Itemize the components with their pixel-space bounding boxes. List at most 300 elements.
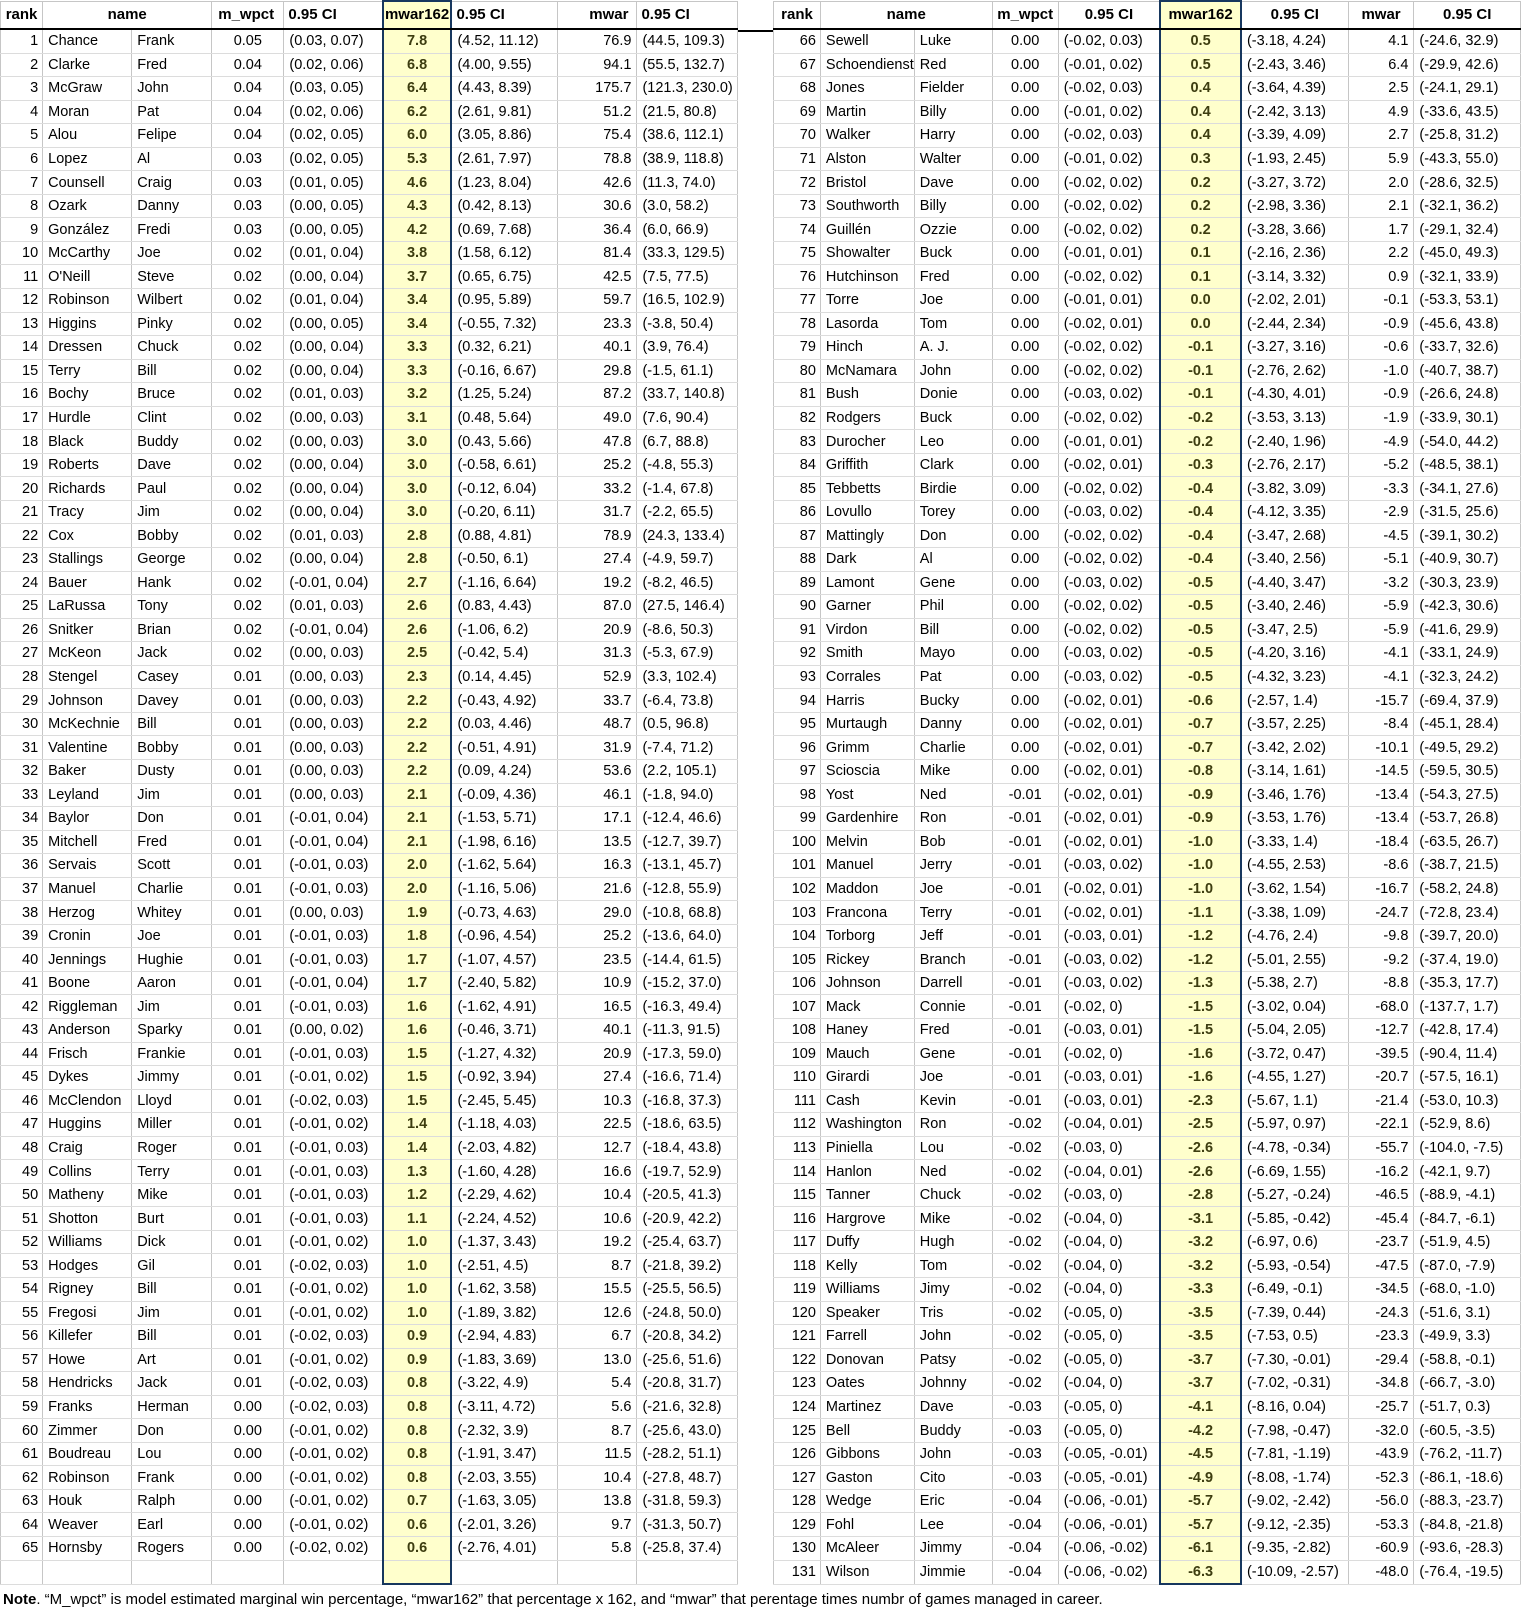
- last-name-cell[interactable]: Harris: [820, 689, 914, 713]
- mwar162-ci-cell[interactable]: (0.03, 4.46): [451, 712, 557, 736]
- m-wpct-cell[interactable]: -0.02: [992, 1160, 1058, 1184]
- rank-cell[interactable]: 116: [774, 1207, 821, 1231]
- mwar162-ci-cell[interactable]: (-9.02, -2.42): [1241, 1489, 1348, 1513]
- mwar-ci-cell[interactable]: (-35.3, 17.7): [1414, 971, 1521, 995]
- mwar162-cell[interactable]: -2.6: [1160, 1160, 1241, 1184]
- mwar162-ci-cell[interactable]: (-4.55, 2.53): [1241, 854, 1348, 878]
- mwar-cell[interactable]: -16.2: [1348, 1160, 1414, 1184]
- mwar162-ci-cell[interactable]: (-4.32, 3.23): [1241, 665, 1348, 689]
- m-wpct-ci-cell[interactable]: (-0.05, 0): [1058, 1419, 1160, 1443]
- rank-cell[interactable]: 37: [1, 877, 43, 901]
- first-name-cell[interactable]: Bruce: [132, 383, 212, 407]
- mwar162-cell[interactable]: 0.4: [1160, 124, 1241, 148]
- mwar162-cell[interactable]: -5.7: [1160, 1489, 1241, 1513]
- m-wpct-cell[interactable]: 0.04: [212, 77, 284, 101]
- m-wpct-ci-cell[interactable]: (-0.01, 0.02): [284, 1301, 383, 1325]
- mwar-cell[interactable]: 2.5: [1348, 77, 1414, 101]
- mwar162-cell[interactable]: -1.0: [1160, 877, 1241, 901]
- m-wpct-ci-cell[interactable]: (-0.02, 0.03): [1058, 29, 1160, 53]
- mwar-cell[interactable]: -20.7: [1348, 1066, 1414, 1090]
- mwar162-ci-cell[interactable]: (-0.50, 6.1): [451, 548, 557, 572]
- mwar-ci-cell[interactable]: (-69.4, 37.9): [1414, 689, 1521, 713]
- first-name-cell[interactable]: Dusty: [132, 759, 212, 783]
- mwar-ci-cell[interactable]: (-31.8, 59.3): [637, 1489, 738, 1513]
- m-wpct-ci-cell[interactable]: (-0.02, 0.02): [1058, 171, 1160, 195]
- m-wpct-cell[interactable]: 0.00: [992, 430, 1058, 454]
- first-name-cell[interactable]: Joe: [132, 241, 212, 265]
- rank-cell[interactable]: 36: [1, 854, 43, 878]
- mwar162-ci-cell[interactable]: (-1.89, 3.82): [451, 1301, 557, 1325]
- m-wpct-ci-cell[interactable]: (0.00, 0.04): [284, 477, 383, 501]
- mwar162-ci-cell[interactable]: (-3.57, 2.25): [1241, 712, 1348, 736]
- rank-cell[interactable]: 68: [774, 77, 821, 101]
- m-wpct-cell[interactable]: -0.01: [992, 877, 1058, 901]
- m-wpct-ci-cell[interactable]: (0.00, 0.03): [284, 901, 383, 925]
- last-name-cell[interactable]: Craig: [43, 1136, 132, 1160]
- m-wpct-cell[interactable]: 0.04: [212, 53, 284, 77]
- col-header-ci-1[interactable]: 0.95 CI: [1058, 1, 1160, 29]
- mwar162-ci-cell[interactable]: (-3.53, 1.76): [1241, 807, 1348, 831]
- mwar-ci-cell[interactable]: (-39.1, 30.2): [1414, 524, 1521, 548]
- m-wpct-ci-cell[interactable]: (0.01, 0.05): [284, 171, 383, 195]
- last-name-cell[interactable]: Boudreau: [43, 1442, 132, 1466]
- last-name-cell[interactable]: Sewell: [820, 29, 914, 53]
- m-wpct-ci-cell[interactable]: (-0.02, 0.01): [1058, 901, 1160, 925]
- mwar162-cell[interactable]: 1.5: [383, 1066, 452, 1090]
- m-wpct-cell[interactable]: 0.00: [992, 100, 1058, 124]
- last-name-cell[interactable]: McAleer: [820, 1537, 914, 1561]
- last-name-cell[interactable]: Zimmer: [43, 1419, 132, 1443]
- last-name-cell[interactable]: Baker: [43, 759, 132, 783]
- mwar162-cell[interactable]: 0.8: [383, 1466, 452, 1490]
- mwar162-cell[interactable]: -0.5: [1160, 618, 1241, 642]
- first-name-cell[interactable]: Bobby: [132, 736, 212, 760]
- mwar-ci-cell[interactable]: (-49.9, 3.3): [1414, 1325, 1521, 1349]
- mwar-cell[interactable]: 4.1: [1348, 29, 1414, 53]
- m-wpct-ci-cell[interactable]: (-0.04, 0): [1058, 1277, 1160, 1301]
- last-name-cell[interactable]: Griffith: [820, 453, 914, 477]
- m-wpct-ci-cell[interactable]: (-0.01, 0.02): [284, 1277, 383, 1301]
- last-name-cell[interactable]: Martinez: [820, 1395, 914, 1419]
- mwar162-cell[interactable]: 2.2: [383, 759, 452, 783]
- m-wpct-ci-cell[interactable]: (-0.02, 0.03): [1058, 77, 1160, 101]
- first-name-cell[interactable]: Lou: [132, 1442, 212, 1466]
- last-name-cell[interactable]: Farrell: [820, 1325, 914, 1349]
- rank-cell[interactable]: 124: [774, 1395, 821, 1419]
- mwar-ci-cell[interactable]: (-58.2, 24.8): [1414, 877, 1521, 901]
- mwar-cell[interactable]: 30.6: [558, 194, 637, 218]
- m-wpct-ci-cell[interactable]: (0.01, 0.04): [284, 289, 383, 313]
- first-name-cell[interactable]: Buck: [914, 241, 992, 265]
- first-name-cell[interactable]: Art: [132, 1348, 212, 1372]
- mwar162-ci-cell[interactable]: (-7.30, -0.01): [1241, 1348, 1348, 1372]
- mwar162-ci-cell[interactable]: (-2.45, 5.45): [451, 1089, 557, 1113]
- rank-cell[interactable]: 93: [774, 665, 821, 689]
- m-wpct-cell[interactable]: 0.05: [212, 29, 284, 53]
- rank-cell[interactable]: 31: [1, 736, 43, 760]
- mwar-cell[interactable]: 40.1: [558, 336, 637, 360]
- mwar-cell[interactable]: 75.4: [558, 124, 637, 148]
- mwar-ci-cell[interactable]: (-4.9, 59.7): [637, 548, 738, 572]
- m-wpct-ci-cell[interactable]: (-0.05, -0.01): [1058, 1442, 1160, 1466]
- mwar-ci-cell[interactable]: (-16.6, 71.4): [637, 1066, 738, 1090]
- m-wpct-ci-cell[interactable]: (-0.02, 0.02): [1058, 524, 1160, 548]
- rank-cell[interactable]: 54: [1, 1277, 43, 1301]
- mwar162-ci-cell[interactable]: (-1.53, 5.71): [451, 807, 557, 831]
- last-name-cell[interactable]: Hodges: [43, 1254, 132, 1278]
- m-wpct-cell[interactable]: 0.00: [212, 1537, 284, 1561]
- m-wpct-ci-cell[interactable]: (-0.04, 0): [1058, 1207, 1160, 1231]
- mwar162-ci-cell[interactable]: (-4.76, 2.4): [1241, 924, 1348, 948]
- m-wpct-ci-cell[interactable]: (0.00, 0.03): [284, 759, 383, 783]
- m-wpct-ci-cell[interactable]: (-0.01, 0.02): [284, 1066, 383, 1090]
- mwar162-cell[interactable]: -0.4: [1160, 548, 1241, 572]
- rank-cell[interactable]: 50: [1, 1183, 43, 1207]
- mwar-cell[interactable]: 20.9: [558, 1042, 637, 1066]
- mwar162-cell[interactable]: -0.4: [1160, 500, 1241, 524]
- last-name-cell[interactable]: Speaker: [820, 1301, 914, 1325]
- mwar162-ci-cell[interactable]: (-5.04, 2.05): [1241, 1018, 1348, 1042]
- mwar-ci-cell[interactable]: (6.7, 88.8): [637, 430, 738, 454]
- mwar-ci-cell[interactable]: (-24.8, 50.0): [637, 1301, 738, 1325]
- mwar-cell[interactable]: 27.4: [558, 548, 637, 572]
- mwar162-ci-cell[interactable]: (-2.98, 3.36): [1241, 194, 1348, 218]
- first-name-cell[interactable]: Jim: [132, 995, 212, 1019]
- mwar-ci-cell[interactable]: (2.2, 105.1): [637, 759, 738, 783]
- m-wpct-cell[interactable]: 0.00: [212, 1466, 284, 1490]
- last-name-cell[interactable]: Lasorda: [820, 312, 914, 336]
- last-name-cell[interactable]: Mattingly: [820, 524, 914, 548]
- mwar-cell[interactable]: -0.9: [1348, 383, 1414, 407]
- m-wpct-cell[interactable]: 0.00: [992, 29, 1058, 53]
- rank-cell[interactable]: 56: [1, 1325, 43, 1349]
- last-name-cell[interactable]: McKeon: [43, 642, 132, 666]
- mwar-ci-cell[interactable]: (-13.1, 45.7): [637, 854, 738, 878]
- m-wpct-ci-cell[interactable]: (-0.01, 0.03): [284, 1136, 383, 1160]
- mwar-ci-cell[interactable]: (-33.1, 24.9): [1414, 642, 1521, 666]
- mwar-ci-cell[interactable]: (-4.8, 55.3): [637, 453, 738, 477]
- mwar-cell[interactable]: -34.5: [1348, 1277, 1414, 1301]
- first-name-cell[interactable]: Danny: [132, 194, 212, 218]
- first-name-cell[interactable]: Felipe: [132, 124, 212, 148]
- mwar-cell[interactable]: 2.1: [1348, 194, 1414, 218]
- mwar-ci-cell[interactable]: (-59.5, 30.5): [1414, 759, 1521, 783]
- last-name-cell[interactable]: Hanlon: [820, 1160, 914, 1184]
- last-name-cell[interactable]: Alston: [820, 147, 914, 171]
- mwar162-ci-cell[interactable]: (0.09, 4.24): [451, 759, 557, 783]
- mwar-ci-cell[interactable]: (-19.7, 52.9): [637, 1160, 738, 1184]
- rank-cell[interactable]: 75: [774, 241, 821, 265]
- mwar162-ci-cell[interactable]: (0.48, 5.64): [451, 406, 557, 430]
- mwar162-cell[interactable]: 1.2: [383, 1183, 452, 1207]
- rank-cell[interactable]: 28: [1, 665, 43, 689]
- m-wpct-cell[interactable]: 0.00: [992, 453, 1058, 477]
- rank-cell[interactable]: 14: [1, 336, 43, 360]
- first-name-cell[interactable]: Joe: [914, 877, 992, 901]
- mwar-ci-cell[interactable]: (-16.8, 37.3): [637, 1089, 738, 1113]
- mwar162-ci-cell[interactable]: (4.43, 8.39): [451, 77, 557, 101]
- first-name-cell[interactable]: Al: [914, 548, 992, 572]
- last-name-cell[interactable]: Bush: [820, 383, 914, 407]
- last-name-cell[interactable]: Moran: [43, 100, 132, 124]
- m-wpct-cell[interactable]: 0.00: [992, 524, 1058, 548]
- first-name-cell[interactable]: Tris: [914, 1301, 992, 1325]
- rank-cell[interactable]: 62: [1, 1466, 43, 1490]
- mwar-ci-cell[interactable]: (-43.3, 55.0): [1414, 147, 1521, 171]
- mwar-cell[interactable]: -8.6: [1348, 854, 1414, 878]
- rank-cell[interactable]: 96: [774, 736, 821, 760]
- mwar162-ci-cell[interactable]: (-2.03, 4.82): [451, 1136, 557, 1160]
- m-wpct-ci-cell[interactable]: (-0.01, 0.02): [284, 1466, 383, 1490]
- mwar162-cell[interactable]: -4.2: [1160, 1419, 1241, 1443]
- m-wpct-cell[interactable]: -0.01: [992, 1089, 1058, 1113]
- mwar-cell[interactable]: 19.2: [558, 571, 637, 595]
- mwar162-ci-cell[interactable]: (-3.72, 0.47): [1241, 1042, 1348, 1066]
- mwar-ci-cell[interactable]: (-3.8, 50.4): [637, 312, 738, 336]
- mwar162-cell[interactable]: -4.9: [1160, 1466, 1241, 1490]
- mwar-ci-cell[interactable]: (-25.5, 56.5): [637, 1277, 738, 1301]
- m-wpct-cell[interactable]: -0.02: [992, 1113, 1058, 1137]
- mwar162-ci-cell[interactable]: (-3.82, 3.09): [1241, 477, 1348, 501]
- mwar-ci-cell[interactable]: (-58.8, -0.1): [1414, 1348, 1521, 1372]
- first-name-cell[interactable]: Bill: [914, 618, 992, 642]
- col-header-mwar162[interactable]: mwar162: [1160, 1, 1241, 29]
- col-header-name[interactable]: name: [43, 1, 212, 29]
- mwar162-ci-cell[interactable]: (-0.42, 5.4): [451, 642, 557, 666]
- m-wpct-cell[interactable]: 0.01: [212, 1066, 284, 1090]
- mwar162-cell[interactable]: -0.2: [1160, 430, 1241, 454]
- m-wpct-cell[interactable]: -0.02: [992, 1348, 1058, 1372]
- m-wpct-ci-cell[interactable]: (-0.02, 0.02): [1058, 336, 1160, 360]
- rank-cell[interactable]: [1, 1560, 43, 1584]
- mwar162-ci-cell[interactable]: (-10.09, -2.57): [1241, 1560, 1348, 1584]
- first-name-cell[interactable]: Mike: [914, 1207, 992, 1231]
- m-wpct-ci-cell[interactable]: (0.00, 0.03): [284, 783, 383, 807]
- rank-cell[interactable]: 34: [1, 807, 43, 831]
- first-name-cell[interactable]: Gene: [914, 1042, 992, 1066]
- first-name-cell[interactable]: Craig: [132, 171, 212, 195]
- m-wpct-cell[interactable]: 0.02: [212, 265, 284, 289]
- m-wpct-cell[interactable]: -0.01: [992, 854, 1058, 878]
- rank-cell[interactable]: 126: [774, 1442, 821, 1466]
- mwar-ci-cell[interactable]: (-32.1, 33.9): [1414, 265, 1521, 289]
- first-name-cell[interactable]: George: [132, 548, 212, 572]
- mwar162-cell[interactable]: -0.1: [1160, 383, 1241, 407]
- mwar162-cell[interactable]: 3.0: [383, 477, 452, 501]
- last-name-cell[interactable]: Hurdle: [43, 406, 132, 430]
- m-wpct-cell[interactable]: 0.02: [212, 430, 284, 454]
- rank-cell[interactable]: 111: [774, 1089, 821, 1113]
- mwar162-cell[interactable]: -5.7: [1160, 1513, 1241, 1537]
- mwar162-ci-cell[interactable]: (-1.63, 3.05): [451, 1489, 557, 1513]
- first-name-cell[interactable]: Darrell: [914, 971, 992, 995]
- mwar-ci-cell[interactable]: (-31.3, 50.7): [637, 1513, 738, 1537]
- first-name-cell[interactable]: Eric: [914, 1489, 992, 1513]
- first-name-cell[interactable]: Hank: [132, 571, 212, 595]
- rank-cell[interactable]: 45: [1, 1066, 43, 1090]
- mwar-ci-cell[interactable]: (16.5, 102.9): [637, 289, 738, 313]
- mwar-ci-cell[interactable]: (-66.7, -3.0): [1414, 1372, 1521, 1396]
- m-wpct-cell[interactable]: 0.01: [212, 948, 284, 972]
- mwar-ci-cell[interactable]: (-12.7, 39.7): [637, 830, 738, 854]
- mwar162-ci-cell[interactable]: (-1.62, 3.58): [451, 1277, 557, 1301]
- mwar-cell[interactable]: -8.4: [1348, 712, 1414, 736]
- last-name-cell[interactable]: Bochy: [43, 383, 132, 407]
- last-name-cell[interactable]: Rodgers: [820, 406, 914, 430]
- rank-cell[interactable]: 55: [1, 1301, 43, 1325]
- mwar-cell[interactable]: 76.9: [558, 29, 637, 53]
- m-wpct-cell[interactable]: 0.04: [212, 124, 284, 148]
- rank-cell[interactable]: 38: [1, 901, 43, 925]
- mwar162-cell[interactable]: 1.5: [383, 1089, 452, 1113]
- first-name-cell[interactable]: Don: [132, 807, 212, 831]
- mwar-cell[interactable]: -68.0: [1348, 995, 1414, 1019]
- mwar162-ci-cell[interactable]: (-1.37, 3.43): [451, 1230, 557, 1254]
- rank-cell[interactable]: 110: [774, 1066, 821, 1090]
- m-wpct-ci-cell[interactable]: (-0.02, 0.03): [284, 1254, 383, 1278]
- mwar-cell[interactable]: -34.8: [1348, 1372, 1414, 1396]
- mwar-cell[interactable]: 10.9: [558, 971, 637, 995]
- mwar162-cell[interactable]: 3.4: [383, 289, 452, 313]
- mwar-cell[interactable]: 10.4: [558, 1466, 637, 1490]
- mwar-ci-cell[interactable]: (-25.8, 31.2): [1414, 124, 1521, 148]
- rank-cell[interactable]: 80: [774, 359, 821, 383]
- mwar-cell[interactable]: 78.9: [558, 524, 637, 548]
- mwar-ci-cell[interactable]: (3.3, 102.4): [637, 665, 738, 689]
- first-name-cell[interactable]: Whitey: [132, 901, 212, 925]
- mwar162-ci-cell[interactable]: (-2.01, 3.26): [451, 1513, 557, 1537]
- rank-cell[interactable]: 89: [774, 571, 821, 595]
- mwar162-cell[interactable]: 1.0: [383, 1254, 452, 1278]
- mwar162-cell[interactable]: -0.9: [1160, 783, 1241, 807]
- rank-cell[interactable]: 25: [1, 595, 43, 619]
- mwar162-cell[interactable]: 2.1: [383, 807, 452, 831]
- mwar-cell[interactable]: -3.2: [1348, 571, 1414, 595]
- m-wpct-cell[interactable]: 0.02: [212, 500, 284, 524]
- rank-cell[interactable]: 20: [1, 477, 43, 501]
- mwar-ci-cell[interactable]: (-38.7, 21.5): [1414, 854, 1521, 878]
- rank-cell[interactable]: 107: [774, 995, 821, 1019]
- rank-cell[interactable]: 79: [774, 336, 821, 360]
- m-wpct-ci-cell[interactable]: (-0.01, 0.02): [284, 1513, 383, 1537]
- mwar162-cell[interactable]: 3.7: [383, 265, 452, 289]
- mwar162-cell[interactable]: -1.0: [1160, 830, 1241, 854]
- first-name-cell[interactable]: Jim: [132, 1301, 212, 1325]
- mwar162-cell[interactable]: 0.9: [383, 1325, 452, 1349]
- m-wpct-ci-cell[interactable]: (-0.03, 0.02): [1058, 948, 1160, 972]
- last-name-cell[interactable]: Hornsby: [43, 1537, 132, 1561]
- m-wpct-cell[interactable]: -0.04: [992, 1489, 1058, 1513]
- m-wpct-cell[interactable]: 0.00: [992, 759, 1058, 783]
- mwar-ci-cell[interactable]: (-63.5, 26.7): [1414, 830, 1521, 854]
- m-wpct-cell[interactable]: 0.00: [212, 1513, 284, 1537]
- mwar162-ci-cell[interactable]: (-2.40, 5.82): [451, 971, 557, 995]
- rank-cell[interactable]: 32: [1, 759, 43, 783]
- m-wpct-cell[interactable]: -0.01: [992, 807, 1058, 831]
- mwar162-ci-cell[interactable]: (-1.60, 4.28): [451, 1160, 557, 1184]
- mwar-ci-cell[interactable]: (38.9, 118.8): [637, 147, 738, 171]
- first-name-cell[interactable]: Patsy: [914, 1348, 992, 1372]
- mwar-ci-cell[interactable]: (-14.4, 61.5): [637, 948, 738, 972]
- rank-cell[interactable]: 88: [774, 548, 821, 572]
- mwar-ci-cell[interactable]: (7.5, 77.5): [637, 265, 738, 289]
- m-wpct-cell[interactable]: 0.02: [212, 548, 284, 572]
- m-wpct-ci-cell[interactable]: (-0.03, 0.02): [1058, 642, 1160, 666]
- rank-cell[interactable]: 33: [1, 783, 43, 807]
- m-wpct-ci-cell[interactable]: (-0.04, 0): [1058, 1372, 1160, 1396]
- mwar162-ci-cell[interactable]: (-0.96, 4.54): [451, 924, 557, 948]
- mwar162-cell[interactable]: -1.1: [1160, 901, 1241, 925]
- last-name-cell[interactable]: Fregosi: [43, 1301, 132, 1325]
- m-wpct-cell[interactable]: -0.01: [992, 783, 1058, 807]
- mwar-cell[interactable]: -12.7: [1348, 1018, 1414, 1042]
- col-header-m-wpct[interactable]: m_wpct: [212, 1, 284, 29]
- last-name-cell[interactable]: Dykes: [43, 1066, 132, 1090]
- mwar162-cell[interactable]: 2.8: [383, 524, 452, 548]
- last-name-cell[interactable]: McClendon: [43, 1089, 132, 1113]
- mwar-ci-cell[interactable]: (-72.8, 23.4): [1414, 901, 1521, 925]
- mwar162-cell[interactable]: 1.0: [383, 1301, 452, 1325]
- mwar-ci-cell[interactable]: (-90.4, 11.4): [1414, 1042, 1521, 1066]
- mwar-ci-cell[interactable]: (-24.6, 32.9): [1414, 29, 1521, 53]
- last-name-cell[interactable]: Girardi: [820, 1066, 914, 1090]
- mwar-ci-cell[interactable]: (-53.3, 53.1): [1414, 289, 1521, 313]
- mwar-ci-cell[interactable]: (-40.9, 30.7): [1414, 548, 1521, 572]
- rank-cell[interactable]: 35: [1, 830, 43, 854]
- first-name-cell[interactable]: John: [914, 359, 992, 383]
- rank-cell[interactable]: 7: [1, 171, 43, 195]
- last-name-cell[interactable]: Lamont: [820, 571, 914, 595]
- m-wpct-cell[interactable]: -0.02: [992, 1230, 1058, 1254]
- first-name-cell[interactable]: Pat: [914, 665, 992, 689]
- rank-cell[interactable]: 123: [774, 1372, 821, 1396]
- mwar-cell[interactable]: -56.0: [1348, 1489, 1414, 1513]
- mwar-cell[interactable]: 21.6: [558, 877, 637, 901]
- mwar-cell[interactable]: 10.3: [558, 1089, 637, 1113]
- mwar162-ci-cell[interactable]: (-3.53, 3.13): [1241, 406, 1348, 430]
- mwar162-ci-cell[interactable]: (-3.27, 3.16): [1241, 336, 1348, 360]
- rank-cell[interactable]: 67: [774, 53, 821, 77]
- m-wpct-cell[interactable]: -0.03: [992, 1419, 1058, 1443]
- mwar-cell[interactable]: -53.3: [1348, 1513, 1414, 1537]
- last-name-cell[interactable]: Duffy: [820, 1230, 914, 1254]
- mwar-ci-cell[interactable]: (-21.6, 32.8): [637, 1395, 738, 1419]
- mwar-ci-cell[interactable]: (-88.3, -23.7): [1414, 1489, 1521, 1513]
- m-wpct-ci-cell[interactable]: (-0.02, 0.02): [1058, 477, 1160, 501]
- mwar-cell[interactable]: -13.4: [1348, 807, 1414, 831]
- rank-cell[interactable]: 103: [774, 901, 821, 925]
- mwar162-cell[interactable]: 2.0: [383, 854, 452, 878]
- m-wpct-cell[interactable]: -0.02: [992, 1254, 1058, 1278]
- m-wpct-cell[interactable]: 0.01: [212, 854, 284, 878]
- mwar-cell[interactable]: 11.5: [558, 1442, 637, 1466]
- last-name-cell[interactable]: Torborg: [820, 924, 914, 948]
- m-wpct-cell[interactable]: 0.00: [992, 548, 1058, 572]
- m-wpct-ci-cell[interactable]: (-0.02, 0.03): [284, 1325, 383, 1349]
- mwar162-cell[interactable]: -0.4: [1160, 524, 1241, 548]
- mwar162-ci-cell[interactable]: (-9.12, -2.35): [1241, 1513, 1348, 1537]
- m-wpct-cell[interactable]: 0.01: [212, 995, 284, 1019]
- m-wpct-ci-cell[interactable]: [284, 1560, 383, 1584]
- mwar-ci-cell[interactable]: (-34.1, 27.6): [1414, 477, 1521, 501]
- mwar-ci-cell[interactable]: (-76.2, -11.7): [1414, 1442, 1521, 1466]
- mwar162-cell[interactable]: 0.2: [1160, 218, 1241, 242]
- rank-cell[interactable]: 129: [774, 1513, 821, 1537]
- m-wpct-cell[interactable]: 0.00: [992, 265, 1058, 289]
- mwar162-ci-cell[interactable]: (-1.18, 4.03): [451, 1113, 557, 1137]
- last-name-cell[interactable]: Tracy: [43, 500, 132, 524]
- m-wpct-cell[interactable]: 0.01: [212, 783, 284, 807]
